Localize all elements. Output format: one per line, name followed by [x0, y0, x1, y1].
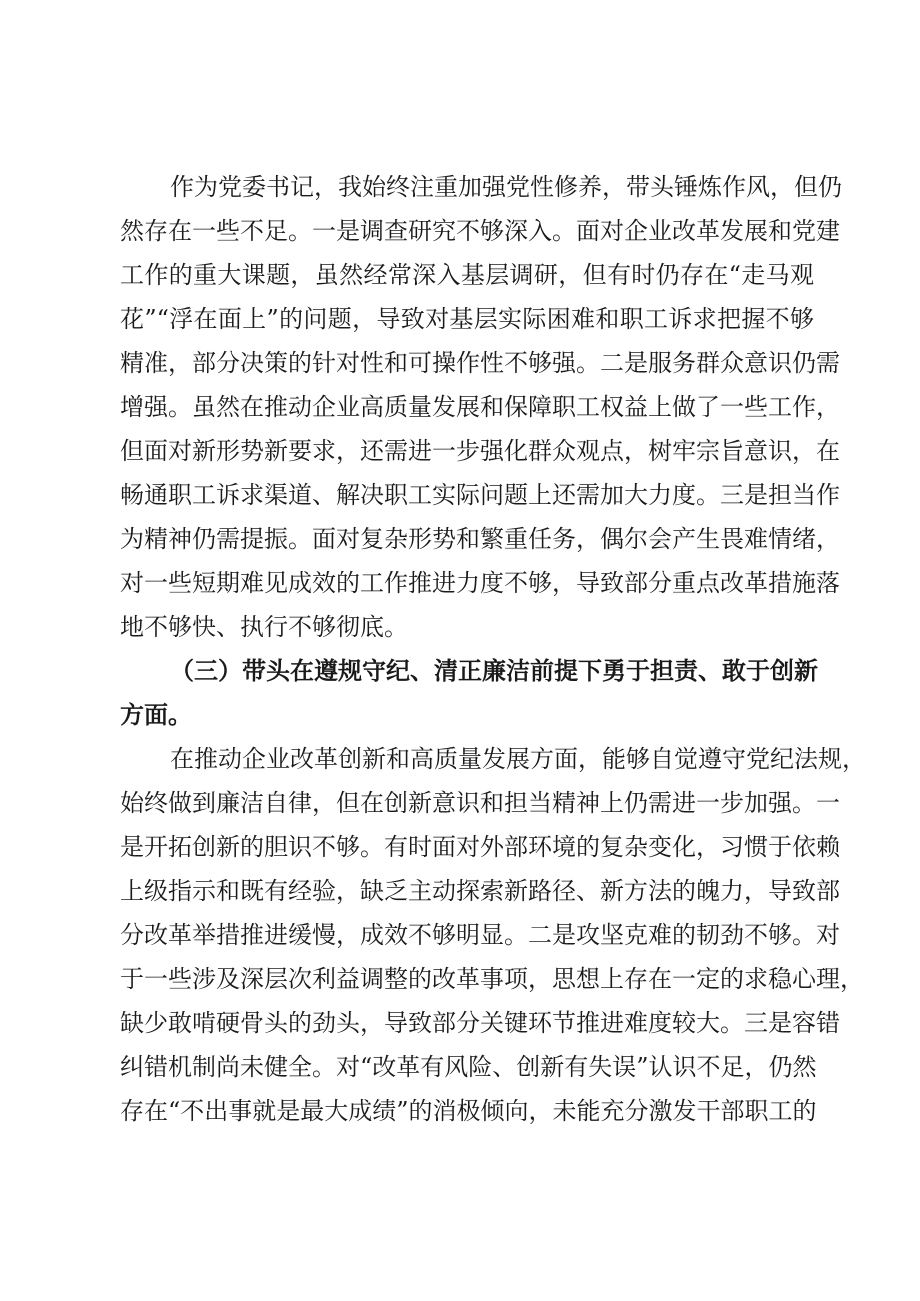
paragraph-1-line: 地不够快、执行不够彻底。: [120, 613, 408, 641]
paragraph-2-line: 缺少敢啃硬骨头的劲头，导致部分关键环节推进难度较大。三是容错: [120, 1009, 840, 1037]
paragraph-1-line: 但面对新形势新要求，还需进一步强化群众观点，树牢宗旨意识，在: [120, 437, 840, 465]
paragraph-1-line: 精准，部分决策的针对性和可操作性不够强。二是服务群众意识仍需: [120, 349, 840, 377]
paragraph-1-line: 增强。虽然在推动企业高质量发展和保障职工权益上做了一些工作，: [120, 393, 840, 421]
paragraph-1-line: 工作的重大课题，虽然经常深入基层调研，但有时仍存在“走马观: [120, 261, 814, 289]
paragraph-1-line: 然存在一些不足。一是调查研究不够深入。面对企业改革发展和党建: [120, 217, 840, 245]
section-heading: 方面。: [120, 701, 192, 729]
paragraph-2-line: 分改革举措推进缓慢，成效不够明显。二是攻坚克难的韧劲不够。对: [120, 921, 840, 949]
paragraph-1-line: 为精神仍需提振。面对复杂形势和繁重任务，偶尔会产生畏难情绪，: [120, 525, 840, 553]
paragraph-2-line: 始终做到廉洁自律，但在创新意识和担当精神上仍需进一步加强。一: [120, 789, 840, 817]
paragraph-2-line: 上级指示和既有经验，缺乏主动探索新路径、新方法的魄力，导致部: [120, 877, 840, 905]
paragraph-1-line: 畅通职工诉求渠道、解决职工实际问题上还需加大力度。三是担当作: [120, 481, 840, 509]
paragraph-2-line: 于一些涉及深层次利益调整的改革事项，思想上存在一定的求稳心理，: [120, 965, 864, 993]
paragraph-2-line: 在推动企业改革创新和高质量发展方面，能够自觉遵守党纪法规，: [170, 745, 866, 773]
section-heading: （三）带头在遵规守纪、清正廉洁前提下勇于担责、敢于创新: [170, 657, 818, 685]
paragraph-1-line: 花”“浮在面上”的问题，导致对基层实际困难和职工诉求把握不够: [120, 305, 814, 333]
paragraph-2-line: 纠错机制尚未健全。对“改革有风险、创新有失误”认识不足，仍然: [120, 1053, 817, 1081]
paragraph-1-line: 对一些短期难见成效的工作推进力度不够，导致部分重点改革措施落: [120, 569, 840, 597]
paragraph-1-line: 作为党委书记，我始终注重加强党性修养，带头锤炼作风，但仍: [170, 173, 842, 201]
paragraph-2-line: 是开拓创新的胆识不够。有时面对外部环境的复杂变化，习惯于依赖: [120, 833, 840, 861]
paragraph-2-line: 存在“不出事就是最大成绩”的消极倾向，未能充分激发干部职工的: [120, 1097, 817, 1125]
